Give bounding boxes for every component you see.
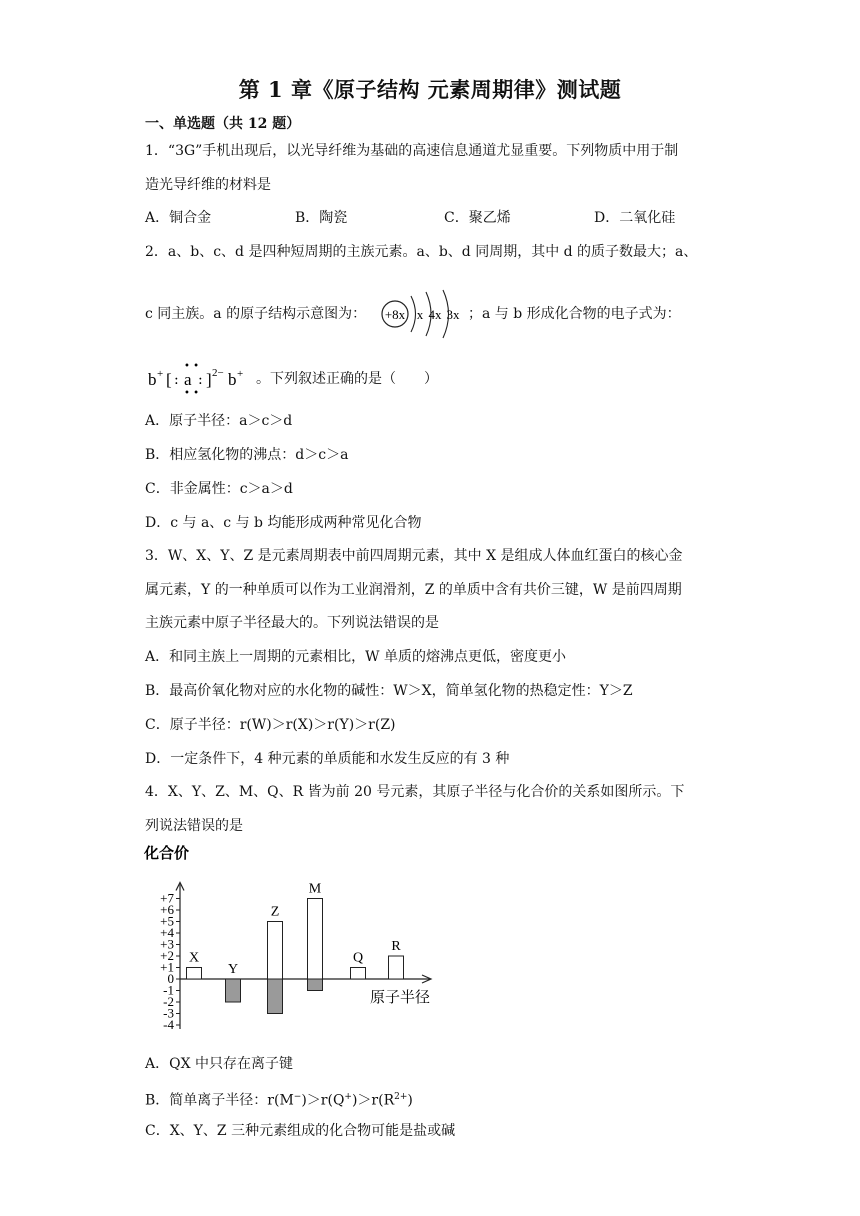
q4-option-a: A．QX 中只存在离子键 [145, 1056, 294, 1072]
shell-arc-1 [411, 296, 416, 332]
y-tick-label: 0 [167, 971, 174, 986]
q1-option-a: A．铜合金 [145, 210, 212, 226]
q3-line-3: 主族元素中原子半径最大的。下列说法错误的是 [145, 615, 439, 631]
q4-line-2: 列说法错误的是 [145, 818, 243, 834]
y-tick-label: -2 [163, 994, 174, 1009]
formula-dots-top: • • [184, 361, 199, 372]
y-tick-label: +7 [160, 890, 174, 906]
chart-ylabel: 化合价 [144, 846, 190, 862]
formula-cation-right: b [228, 370, 237, 389]
electron-formula [144, 356, 260, 400]
bar-negative-Y [226, 979, 241, 1002]
q3-line-1: 3．W、X、Y、Z 是元素周期表中前四周期元素，其中 X 是组成人体血红蛋白的核心金 [145, 548, 683, 564]
bar-positive-R [389, 956, 404, 979]
q4-line-1: 4．X、Y、Z、M、Q、R 皆为前 20 号元素，其原子半径与化合价的关系如图所示。下 [145, 784, 685, 800]
category-label-R: R [391, 939, 401, 954]
formula-bracket-open: [ [166, 370, 172, 389]
q1-option-d: D．二氧化硅 [594, 210, 676, 226]
q2-line-3-post: 。下列叙述正确的是（ ） [256, 371, 438, 387]
formula-bracket-close: ] [206, 370, 212, 389]
formula-dots-bottom: • • [184, 388, 199, 399]
q3-option-a: A．和同主族上一周期的元素相比，W 单质的熔沸点更低，密度更小 [145, 649, 566, 665]
q1-line-1: 1．“3G”手机出现后，以光导纤维为基础的高速信息通道尤显重要。下列物质中用于制 [145, 143, 679, 159]
y-tick-label: -4 [163, 1017, 174, 1032]
category-label-Z: Z [270, 904, 280, 920]
q2-option-d: D．c 与 a、c 与 b 均能形成两种常见化合物 [145, 515, 422, 531]
q2-option-a: A．原子半径：a＞c＞d [145, 413, 293, 429]
y-tick-label: +6 [160, 902, 174, 917]
y-tick-label: +1 [160, 959, 174, 975]
chart-xlabel: 原子半径 [370, 990, 431, 1006]
y-tick-label: +4 [160, 925, 174, 940]
y-tick-label: -3 [163, 1005, 174, 1021]
q4-option-b: B．简单离子半径：$r(M^-)>r(Q^+)>r(R^{2+})$ [145, 1092, 413, 1109]
bar-negative-Z [268, 979, 283, 1014]
bar-negative-M [308, 979, 323, 991]
category-label-Q: Q [352, 950, 364, 966]
valence-radius-chart [138, 840, 448, 1045]
shell-electrons-1: x [416, 307, 424, 322]
bar-positive-M [308, 899, 323, 980]
q2-option-c: C．非金属性：c＞a＞d [145, 481, 293, 497]
chart-y-axis [160, 883, 184, 1033]
q1-line-2: 造光导纤维的材料是 [145, 177, 271, 193]
q3-option-b: B．最高价氧化物对应的水化物的碱性：W＞X，简单氢化物的热稳定性：Y＞Z [145, 683, 633, 699]
page-title: 第 1 章《原子结构 元素周期律》测试题 [238, 77, 622, 102]
bar-positive-Z [268, 922, 283, 980]
formula-cation-left-charge: + [157, 368, 164, 380]
formula-dots-left: : [174, 372, 179, 388]
category-label-X: X [188, 950, 200, 966]
y-tick-label: -1 [163, 982, 174, 998]
category-label-M: M [308, 881, 322, 897]
bar-positive-Q [351, 968, 366, 980]
nucleus-charge: +8x [384, 307, 406, 322]
formula-dots-right: : [198, 372, 203, 388]
q4-option-c: C．X、Y、Z 三种元素组成的化合物可能是盐或碱 [145, 1123, 456, 1139]
q3-line-2: 属元素，Y 的一种单质可以作为工业润滑剂，Z 的单质中含有共价三键，W 是前四周期 [145, 582, 682, 598]
q2-line-2-pre: c 同主族。a 的原子结构示意图为： [145, 306, 367, 322]
q3-option-d: D．一定条件下，4 种元素的单质能和水发生反应的有 3 种 [145, 751, 510, 767]
formula-anion-charge: 2− [212, 367, 224, 379]
q1-option-b: B．陶瓷 [295, 210, 348, 226]
formula-cation-left: b [148, 370, 157, 389]
q3-option-c: C．原子半径：r(W)＞r(X)＞r(Y)＞r(Z) [145, 717, 396, 733]
shell-electrons-2: 4x [428, 307, 442, 322]
q2-line-2-post: ；a 与 b 形成化合物的电子式为： [468, 306, 681, 322]
category-label-Y: Y [227, 962, 239, 977]
section-heading: 一、单选题（共 12 题） [145, 116, 301, 132]
shell-electrons-3: 3x [446, 307, 460, 322]
chart-category-labels [189, 882, 401, 978]
formula-cation-right-charge: + [237, 368, 244, 380]
y-tick-label: +2 [160, 948, 174, 963]
q2-option-b: B．相应氢化物的沸点：d＞c＞a [145, 447, 349, 463]
bar-positive-X [187, 968, 202, 980]
y-tick-label: +3 [160, 936, 174, 952]
q1-option-c: C．聚乙烯 [444, 210, 511, 226]
formula-anion-center: a [184, 370, 192, 389]
atomic-structure-diagram [378, 286, 468, 342]
y-tick-label: +5 [160, 913, 174, 929]
q2-line-1: 2．a、b、c、d 是四种短周期的主族元素。a、b、d 同周期，其中 d 的质子数最大；a、 [145, 244, 698, 260]
